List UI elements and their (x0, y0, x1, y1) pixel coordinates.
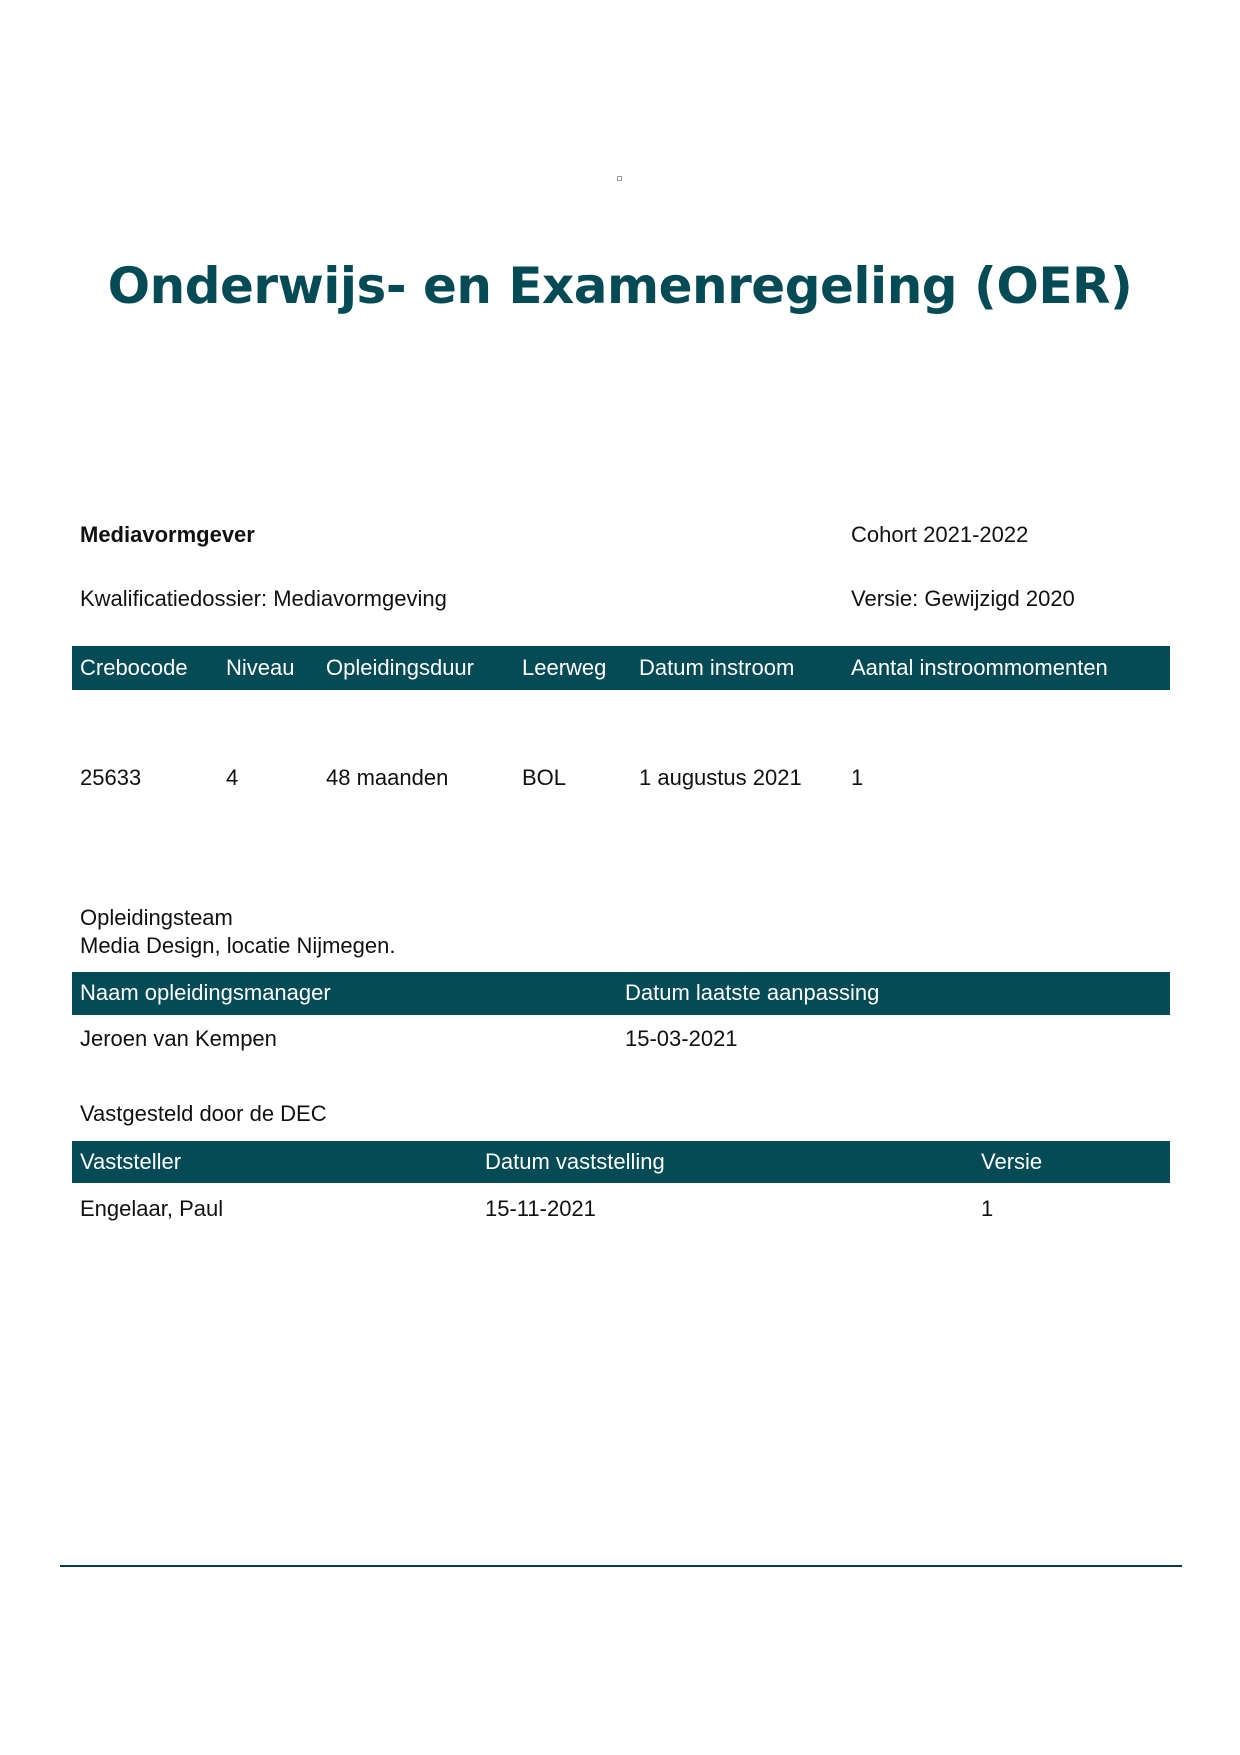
cell-datum-vaststelling: 15-11-2021 (485, 1196, 596, 1221)
cell-crebocode: 25633 (80, 765, 142, 790)
image-placeholder-icon (617, 176, 622, 181)
qualification-dossier: Kwalificatiedossier: Mediavormgeving (80, 586, 447, 611)
cell-opleidingsduur: 48 maanden (326, 765, 449, 790)
header-opleidingsduur: Opleidingsduur (326, 655, 474, 680)
cell-manager-name: Jeroen van Kempen (80, 1026, 277, 1051)
cell-versie: 1 (981, 1196, 994, 1221)
team-value: Media Design, locatie Nijmegen. (80, 933, 396, 958)
header-datum-laatste-aanpassing: Datum laatste aanpassing (625, 980, 880, 1005)
approval-label: Vastgesteld door de DEC (80, 1101, 327, 1126)
cell-niveau: 4 (226, 765, 239, 790)
cell-datum-instroom: 1 augustus 2021 (639, 765, 802, 790)
program-table-header (72, 646, 1170, 690)
header-versie: Versie (981, 1149, 1043, 1174)
cell-last-modified-date: 15-03-2021 (625, 1026, 738, 1051)
header-naam-opleidingsmanager: Naam opleidingsmanager (80, 980, 331, 1005)
cell-aantal-instroommomenten: 1 (851, 765, 864, 790)
team-label: Opleidingsteam (80, 905, 233, 930)
cohort-label: Cohort 2021-2022 (851, 522, 1029, 547)
cell-vaststeller: Engelaar, Paul (80, 1196, 224, 1221)
header-leerweg: Leerweg (522, 655, 607, 680)
header-niveau: Niveau (226, 655, 295, 680)
header-crebocode: Crebocode (80, 655, 188, 680)
header-datum-vaststelling: Datum vaststelling (485, 1149, 665, 1174)
document-title: Onderwijs- en Examenregeling (OER) (107, 257, 1133, 315)
version-label: Versie: Gewijzigd 2020 (851, 586, 1075, 611)
footer-divider (60, 1565, 1182, 1567)
approval-table-header (72, 1141, 1170, 1183)
header-aantal-instroommomenten: Aantal instroommomenten (851, 655, 1108, 680)
header-vaststeller: Vaststeller (80, 1149, 182, 1174)
header-datum-instroom: Datum instroom (639, 655, 795, 680)
manager-table-header (72, 972, 1170, 1015)
program-name: Mediavormgever (80, 522, 255, 547)
cell-leerweg: BOL (522, 765, 567, 790)
